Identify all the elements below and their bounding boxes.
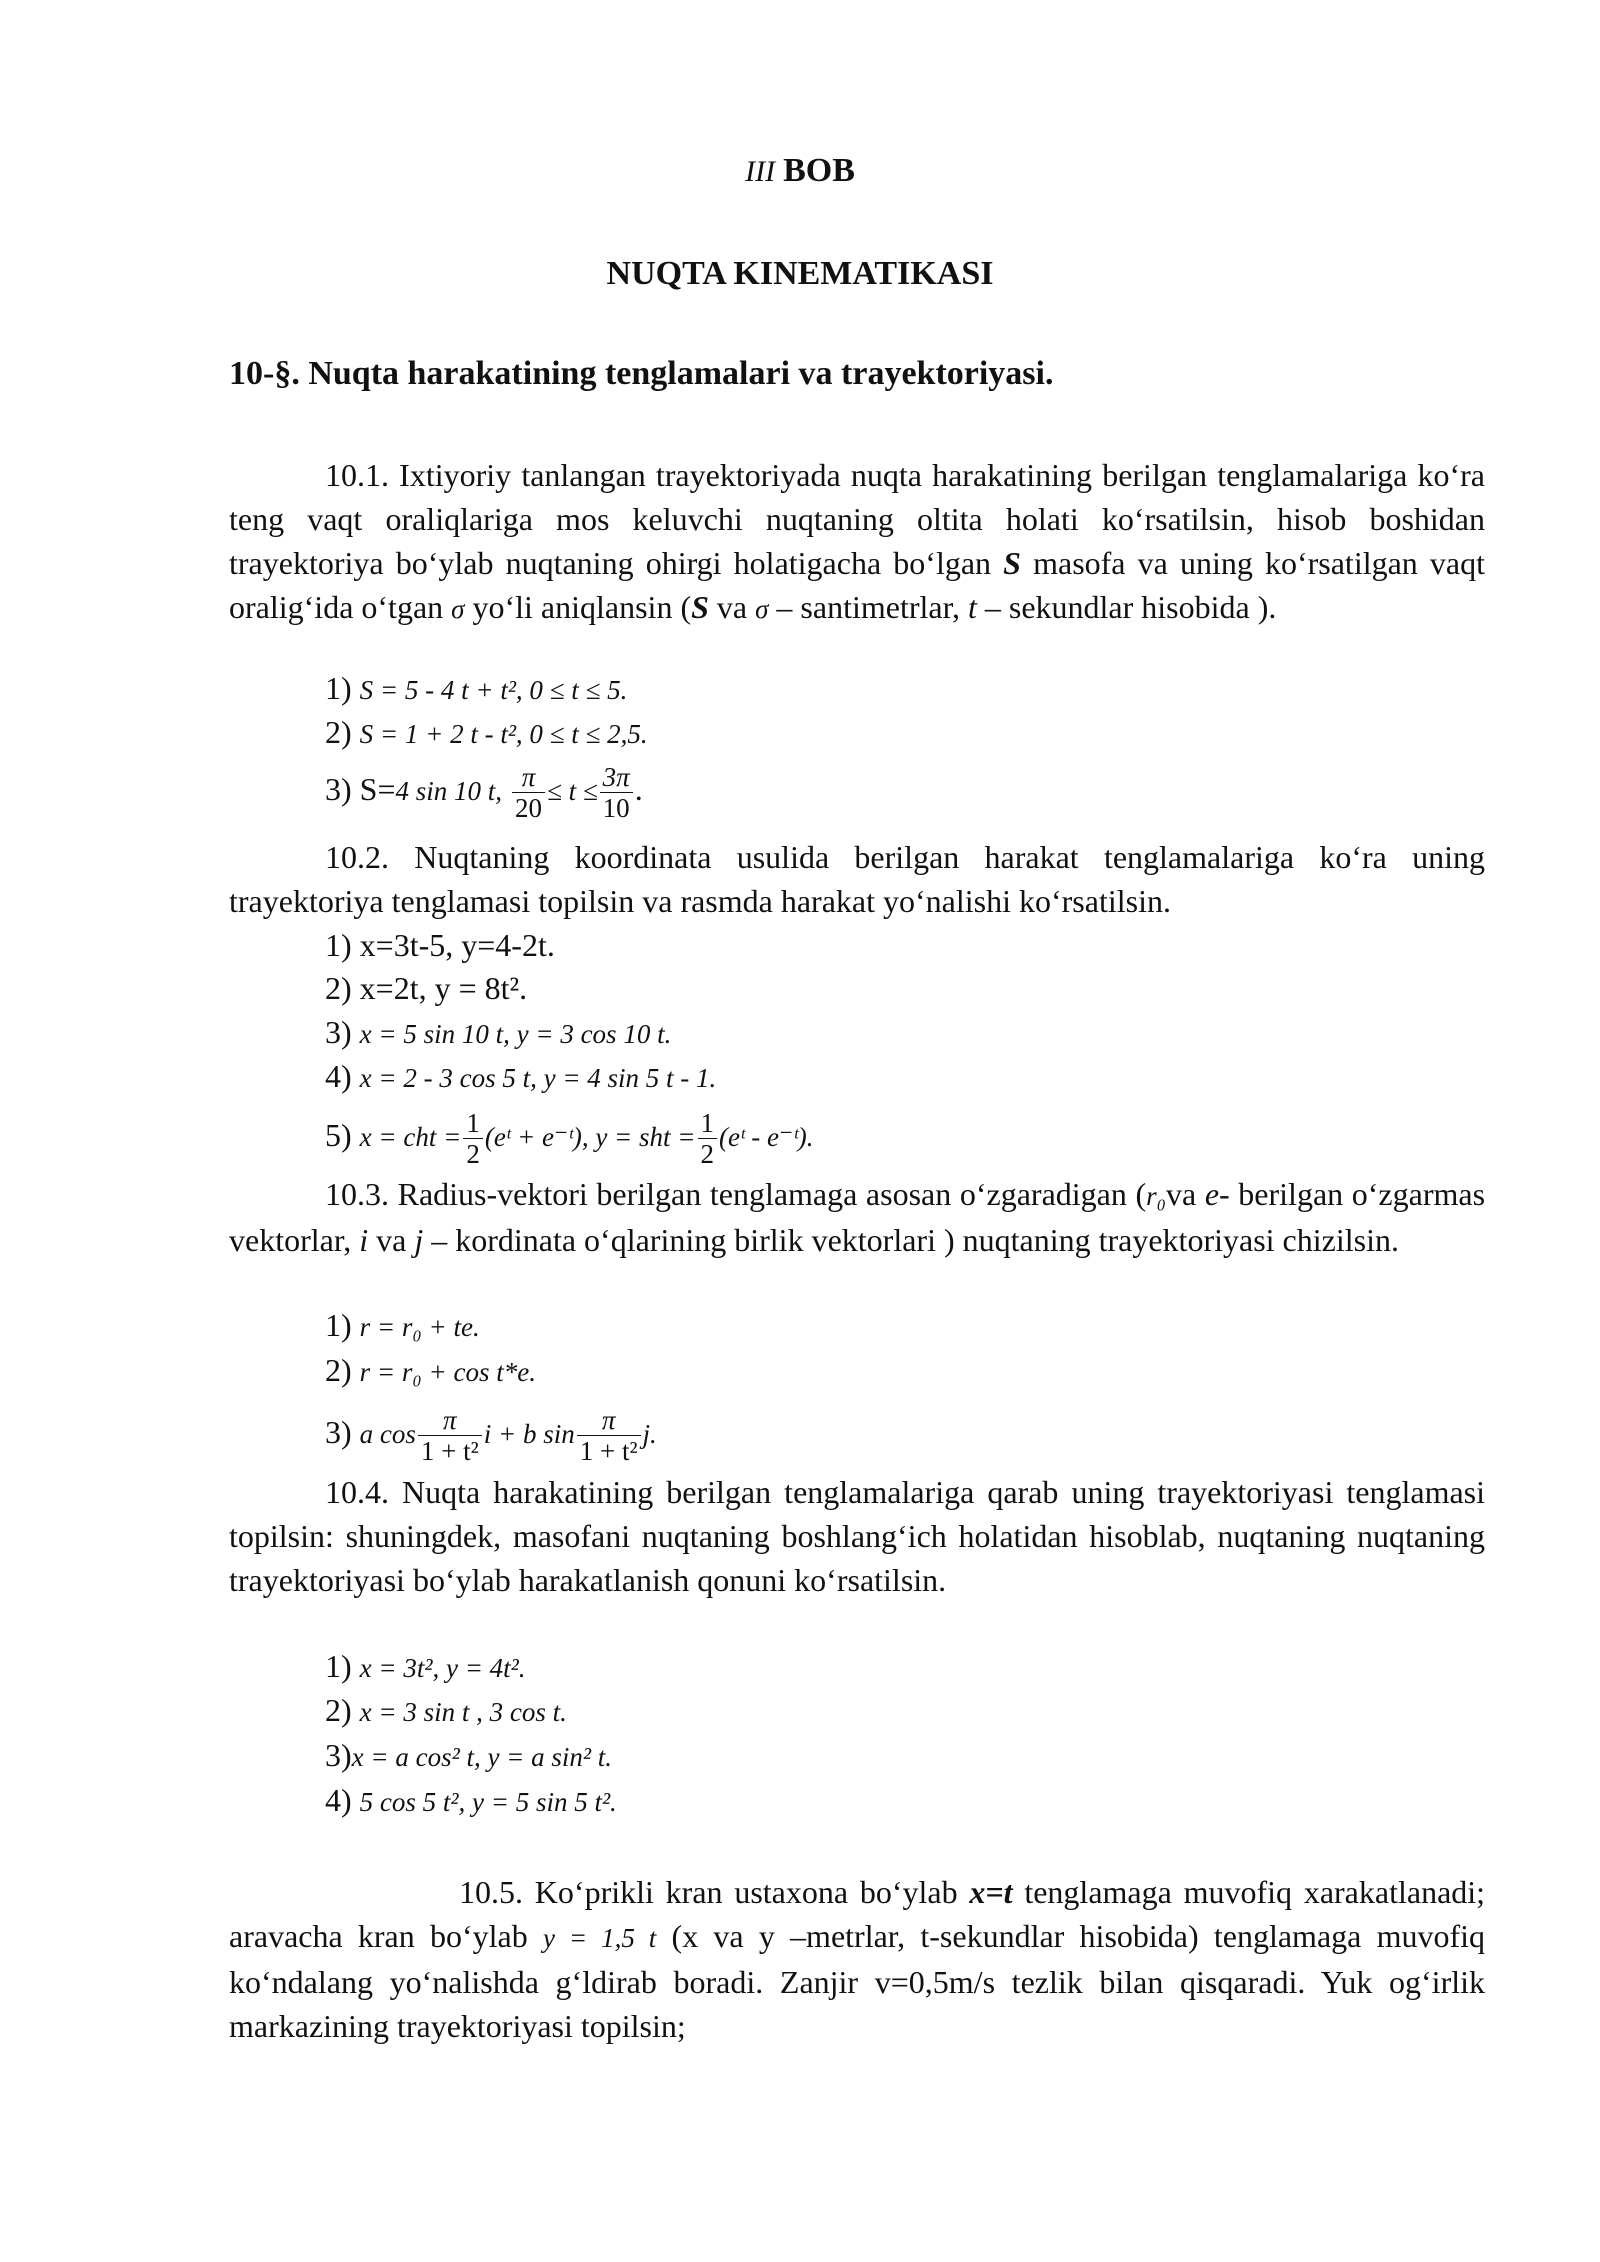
fraction: $\frac{\pi}{\text{1 + t²}}$: [577, 1405, 641, 1466]
fraction: $\frac{1}{2}$: [698, 1108, 718, 1169]
problem-number: 10.1.: [325, 457, 389, 493]
equation-10-1-2: 2) S = 1 + 2 t - t², 0 ≤ t ≤ 2,5.: [325, 714, 648, 750]
chapter-title: NUQTA KINEMATIKASI: [606, 255, 994, 292]
equation-10-4-2: 2) x = 3 sin t , 3 cos t.: [325, 1692, 567, 1728]
chapter-roman: III: [745, 155, 776, 188]
problem-10-5: 10.5. Ko‘prikli kran ustaxona bo‘ylab x=t tenglamaga muvofiq xarakatlanadi; aravacha kran bo‘ylab y = 1,5 t (x va y –metrlar, t-sekundlar hisobida) tenglamaga muvofiq ko‘ndalang yo‘nalishda g‘ldirab boradi. Zanjir v=0,5m/s tezlik bilan qisqaradi. Yuk og‘irlik markazining trayektoriyasi topilsin;: [229, 1874, 1486, 2044]
problem-number: 10.4.: [325, 1474, 389, 1510]
equation-10-2-5: 5) x = cht = $\frac{1}{2}$ (eᵗ + e⁻ᵗ), y = sht = $\frac{1}{2}$ (eᵗ - e⁻ᵗ).: [325, 1108, 814, 1169]
problem-10-3: 10.3. Radius-vektori berilgan tenglamaga asosan o‘zgaradigan (r₀va e- berilgan o‘zgarmas vektorlar, i va j – kordinata o‘qlarining birlik vektorlari ) nuqtaning trayektoriyasi chizilsin.: [229, 1176, 1486, 1258]
problem-number: 10.3.: [325, 1176, 389, 1212]
chapter-word: BOB: [783, 152, 855, 189]
chapter-heading: [0, 152, 1600, 190]
equation-10-2-4: 4) x = 2 - 3 cos 5 t, y = 4 sin 5 t - 1.: [325, 1058, 717, 1094]
equation-10-4-4: 4) 5 cos 5 t², y = 5 sin 5 t².: [325, 1782, 617, 1818]
equation-10-4-1: 1) x = 3t², y = 4t².: [325, 1648, 526, 1684]
problem-number: 10.5.: [459, 1874, 523, 1910]
section-heading: 10-§. Nuqta harakatining tenglamalari va trayektoriyasi.: [229, 355, 1054, 392]
equation-10-2-1: 1) x=3t-5, y=4-2t.: [325, 927, 555, 963]
fraction: $\frac{1}{2}$: [463, 1108, 483, 1169]
equation-10-3-2: 2) r = r₀ + cos t*e.: [325, 1352, 536, 1388]
equation-10-1-3: 3) S=4 sin 10 t, $\frac{\pi}{20}$ ≤ t ≤ $\frac{3\pi}{10}$ .: [325, 762, 643, 823]
equation-10-3-3: 3) a cos $\frac{\pi}{\text{1 + t²}}$ i + b sin $\frac{\pi}{\text{1 + t²}}$ j.: [325, 1405, 657, 1466]
fraction: $\frac{\pi}{\text{1 + t²}}$: [418, 1405, 482, 1466]
equation-10-3-1: 1) r = r₀ + te.: [325, 1307, 480, 1343]
equation-10-1-1: 1) S = 5 - 4 t + t², 0 ≤ t ≤ 5.: [325, 670, 628, 706]
problem-number: 10.2.: [325, 839, 389, 875]
fraction: $\frac{3\pi}{10}$: [600, 762, 633, 823]
fraction: $\frac{\pi}{20}$: [512, 762, 545, 823]
problem-10-2: 10.2. Nuqtaning koordinata usulida berilgan harakat tenglamalariga ko‘ra uning trayektoriya tenglamasi topilsin va rasmda harakat yo‘nalishi ko‘rsatilsin.: [229, 839, 1486, 919]
problem-10-4: 10.4. Nuqta harakatining berilgan tenglamalariga qarab uning trayektoriyasi tenglamasi topilsin: shuningdek, masofani nuqtaning boshlang‘ich holatidan hisoblab, nuqtaning nuqtaning trayektoriyasi bo‘ylab harakatlanish qonuni ko‘rsatilsin.: [229, 1474, 1485, 1598]
equation-10-2-2: 2) x=2t, y = 8t².: [325, 970, 528, 1006]
problem-10-1: 10.1. Ixtiyoriy tanlangan trayektoriyada nuqta harakatining berilgan tenglamalariga ko‘ra teng vaqt oraliqlariga mos keluvchi nuqtaning oltita holati ko‘rsatilsin, hisob boshidan trayektoriya bo‘ylab nuqtaning ohirgi holatigacha bo‘lgan S masofa va uning ko‘rsatilgan vaqt oralig‘ida o‘tgan σ yo‘li aniqlansin (S va σ – santimetrlar, t – sekundlar hisobida ).: [229, 457, 1486, 625]
equation-10-2-3: 3) x = 5 sin 10 t, y = 3 cos 10 t.: [325, 1014, 672, 1050]
equation-10-4-3: 3)x = a cos² t, y = a sin² t.: [325, 1737, 613, 1773]
